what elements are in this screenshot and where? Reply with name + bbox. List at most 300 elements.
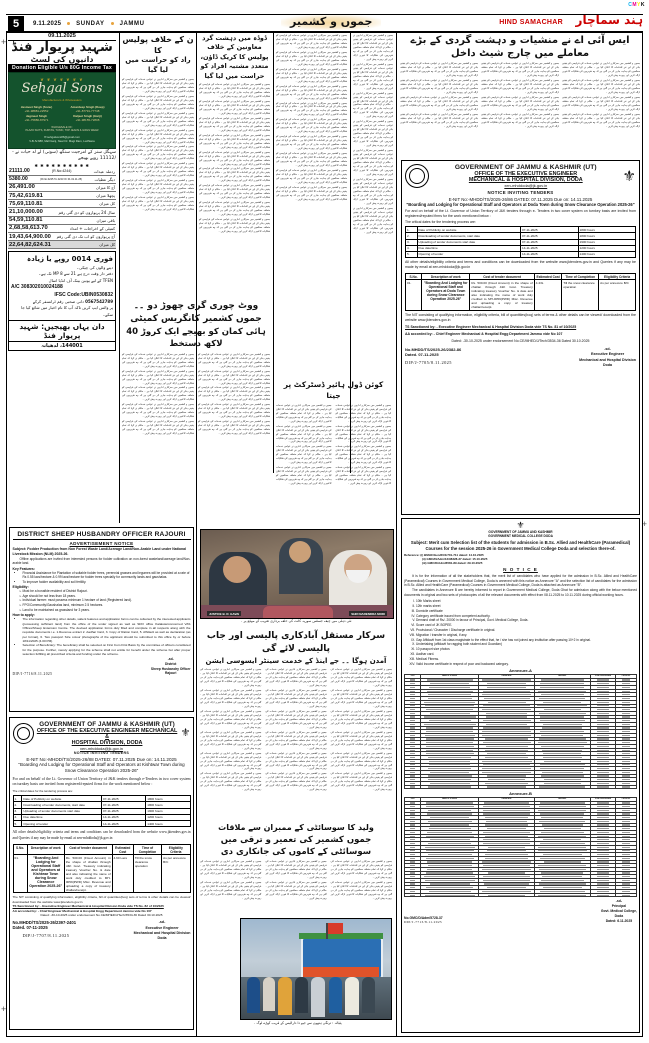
urdu-para: جموں و کشمیر میں سرکاری اداروں نے عوامی خدمات کی فراہمی کو یقینی بنانے کے لیے نئے اقدامات کا اعلان کیا ہے ۔ حکام نے کہا کہ تمام متعلقہ محکموں کو ہدایت جاری کر دی گئی ہے کہ وہ شہریوں کی شکایات کا فوری ازالہ کریں اور رپورٹ پیش کریں ۔ [400, 62, 478, 77]
ad-contact-2-name: Jagmeet Singh [25, 113, 48, 118]
registration-mark-left: + [1, 37, 7, 47]
list-item: • To improve fodder availability and soil fertility. [23, 580, 191, 584]
list-item: ➢ Age should be not less than 18 years. [23, 594, 191, 599]
doda-aa: AA accorded by: - Chief Engineer Mechanical & Hospital Engg Department Jammu vide No 107 [405, 331, 563, 336]
donation-amount: 22,64,82,624.31 [9, 241, 51, 248]
headline-1: ن کے خلاف پولیس کا [122, 35, 194, 56]
urdu-para: جموں و کشمیر میں سرکاری اداروں نے عوامی خدمات کی فراہمی کو یقینی بنانے کے لیے نئے اقدامات کا اعلان کیا ہے ۔ حکام نے کہا کہ تمام متعلقہ محکموں کو ہدایت جاری کر دی گئی ہے کہ وہ شہریوں کی شکایات کا فوری ازالہ کریں اور رپورٹ پیش کریں ۔ [562, 78, 640, 94]
urdu-para: جموں و کشمیر میں سرکاری اداروں نے عوامی خدمات کی فراہمی کو یقینی بنانے کے لیے نئے اقدامات کا اعلان کیا ہے ۔ حکام نے کہا کہ تمام متعلقہ محکموں کو ہدایت جاری کر دی گئی ہے کہ وہ شہریوں کی شکایات کا فوری ازالہ کریں اور رپورٹ پیش کریں ۔ [353, 206, 393, 234]
kish-subject: "Boarding And Lodging for Operational Staff and Operators at Kishtwar Town during Snow Clearance Operation 2025-26" [18, 761, 185, 774]
list-item: II. 12th marks sheet [416, 604, 637, 609]
sehgal-sons-ad [8, 72, 116, 148]
urdu-para: جموں و کشمیر میں سرکاری اداروں نے عوامی خدمات کی فراہمی کو یقینی بنانے کے لیے نئے اقدامات کا اعلان کیا ہے ۔ حکام نے کہا کہ تمام متعلقہ محکموں کو ہدایت جاری کر دی گئی ہے کہ وہ شہریوں کی شکایات کا فوری ازالہ کریں اور رپورٹ پیش کریں ۔ [481, 78, 559, 94]
cmyk-y: Y [637, 2, 641, 8]
tender-notice-doda [401, 160, 640, 515]
sheep-notice-title: ADVERTISEMENT NOTICE [69, 541, 134, 546]
th-sno: S.No. [406, 274, 422, 280]
merit-cell [479, 893, 535, 897]
urdu-para: جموں و کشمیر میں سرکاری اداروں نے عوامی خدمات کی فراہمی کو یقینی بنانے کے لیے نئے اقدامات کا اعلان کیا ہے ۔ حکام نے کہا کہ تمام متعلقہ محکموں کو ہدایت جاری کر دی گئی ہے کہ وہ شہریوں کی شکایات کا فوری ازالہ کریں اور رپورٹ پیش کریں ۔ [330, 709, 392, 729]
list-item: • Selection of Beneficiary: The beneficiary shall be selected on First Cum First Basis by the committee of officers constituted for the purpose. Further, merely applying for the scheme shall not entitle for benefit under the scheme but after proper selection fulfilling all prescribed criteria and funding under the scheme. [23, 643, 191, 656]
urdu-para: جموں و کشمیر میں سرکاری اداروں نے عوامی خدمات کی فراہمی کو یقینی بنانے کے لیے نئے اقدامات کا اعلان کیا ہے ۔ حکام نے کہا کہ تمام متعلقہ محکموں کو ہدایت جاری کر دی گئی ہے کہ وہ شہریوں کی شکایات کا فوری ازالہ کریں اور رپورٹ پیش کریں ۔ [276, 67, 347, 83]
urdu-para: جموں و کشمیر میں سرکاری اداروں نے عوامی خدمات کی فراہمی کو یقینی بنانے کے لیے نئے اقدامات کا اعلان کیا ہے ۔ حکام نے کہا کہ تمام متعلقہ محکموں کو ہدایت جاری کر دی گئی ہے کہ وہ شہریوں کی شکایات کا فوری ازالہ کریں اور رپورٹ پیش کریں ۔ [265, 751, 327, 771]
cell-date: 07-11-2025 [101, 802, 145, 808]
ad-wholesale-items: PLAZO SUITS, KURTAS, TUNIC, TOP JEANS & GIRLS WEAR [25, 129, 99, 133]
urdu-para: جموں و کشمیر میں سرکاری اداروں نے عوامی خدمات کی فراہمی کو یقینی بنانے کے لیے نئے اقدامات کا اعلان کیا ہے ۔ حکام نے کہا کہ تمام متعلقہ محکموں کو ہدایت جاری کر دی گئی ہے کہ وہ شہریوں کی شکایات کا فوری ازالہ کریں اور رپورٹ پیش کریں ۔ [400, 112, 478, 128]
urdu-para: جموں و کشمیر میں سرکاری اداروں نے عوامی خدمات کی فراہمی کو یقینی بنانے کے لیے نئے اقدامات کا اعلان کیا ہے ۔ حکام نے کہا کہ تمام متعلقہ محکموں کو ہدایت جاری کر دی گئی ہے کہ وہ شہریوں کی شکایات کا فوری ازالہ کریں اور رپورٹ پیش کریں ۔ [122, 77, 194, 93]
th-address: ADDRESS [534, 675, 590, 678]
doda-intro: For and on behalf of the Lt. Governor of Union Territory of J&K tenders through e- Tenders in two cover system on turnkey basis are invited from registered/reputed firms for the work mentioned below : [405, 209, 636, 219]
table-row [13, 821, 190, 827]
doda-nit-label: NOTICE INVITING TENDERS [487, 190, 554, 195]
ad-contacts [11, 105, 113, 123]
urdu-body-2 [199, 83, 270, 234]
bank-ac-number: 308302010024188 [21, 283, 63, 290]
urdu-body-m2 [198, 353, 270, 437]
urdu-para: جموں و کشمیر میں سرکاری اداروں نے عوامی خدمات کی فراہمی کو یقینی بنانے کے لیے نئے اقدامات کا اعلان کیا ہے ۔ حکام نے کہا کہ تمام متعلقہ محکموں کو ہدایت جاری کر دی گئی ہے کہ وہ شہریوں کی شکایات کا فوری ازالہ کریں اور رپورٹ پیش کریں ۔ [330, 689, 392, 708]
merit-list-table-b [404, 797, 637, 897]
donation-amount: 54,59,110.81 [9, 217, 43, 224]
doda-nit-note: The NIT consisting of qualifying information, eligibility criteria, bill of quantities(boq) sets of terms & other details can be viewed/ downloaded from the website www.jktenders.gov.in [405, 312, 636, 322]
masthead-date: 9.11.2025 [33, 20, 62, 27]
column-rule-6 [196, 523, 197, 1036]
ad-address: V-B-IV-688, Mall Ganj, Near Dr. Magi Ram, Ludhiana [29, 138, 95, 143]
urdu-para: جموں و کشمیر میں سرکاری اداروں نے عوامی خدمات کی فراہمی کو یقینی بنانے کے لیے نئے اقدامات کا اعلان کیا ہے ۔ حکام نے کہا کہ تمام متعلقہ محکموں کو ہدایت جاری کر دی گئی ہے کہ وہ شہریوں کی شکایات کا فوری ازالہ کریں اور رپورٹ پیش کریں ۔ [562, 62, 640, 77]
kish-enit: E-NIT No:-MHDD/TS/2025-26/88 DATED: 07.11.2025 Due on: 14.11.2025 [26, 756, 177, 762]
urdu-para: جموں و کشمیر میں سرکاری اداروں نے عوامی خدمات کی فراہمی کو یقینی بنانے کے لیے نئے اقدامات کا اعلان کیا ہے ۔ حکام نے کہا کہ تمام متعلقہ محکموں کو ہدایت جاری کر دی گئی ہے کہ وہ شہریوں کی شکایات کا فوری ازالہ کریں اور رپورٹ پیش کریں ۔ [353, 91, 393, 119]
urdu-para: جموں و کشمیر میں سرکاری اداروں نے عوامی خدمات کی فراہمی کو یقینی بنانے کے لیے نئے اقدامات کا اعلان کیا ہے ۔ حکام نے کہا کہ تمام متعلقہ محکموں کو ہدایت جاری کر دی گئی ہے کہ وہ شہریوں کی شکایات کا فوری ازالہ کریں اور رپورٹ پیش کریں ۔ [275, 424, 332, 444]
table-header-row [13, 844, 190, 854]
urdu-para: جموں و کشمیر میں سرکاری اداروں نے عوامی خدمات کی فراہمی کو یقینی بنانے کے لیے نئے اقدامات کا اعلان کیا ہے ۔ حکام نے کہا کہ تمام متعلقہ محکموں کو ہدایت جاری کر دی گئی ہے کہ وہ شہریوں کی شکایات کا فوری ازالہ کریں اور رپورٹ پیش کریں ۔ [275, 466, 332, 486]
table-row [405, 893, 637, 897]
urdu-para: جموں و کشمیر میں سرکاری اداروں نے عوامی خدمات کی فراہمی کو یقینی بنانے کے لیے نئے اقدامات کا اعلان کیا ہے ۔ حکام نے کہا کہ تمام متعلقہ محکموں کو ہدایت جاری کر دی گئی ہے کہ وہ شہریوں کی شکایات کا فوری ازالہ کریں اور رپورٹ پیش کریں ۔ [335, 403, 391, 423]
urdu-para: جموں و کشمیر میں سرکاری اداروں نے عوامی خدمات کی فراہمی کو یقینی بنانے کے لیے نئے اقدامات کا اعلان کیا ہے ۔ حکام نے کہا کہ تمام متعلقہ محکموں کو ہدایت جاری کر دی گئی ہے کہ وہ شہریوں کی شکایات کا فوری ازالہ کریں اور رپورٹ پیش کریں ۔ [330, 772, 392, 792]
donation-ref: (R.No:4225 To 4243 Or 01.01.11.25) [40, 177, 83, 181]
kish-sign-3: Doda [157, 936, 167, 941]
cell-date: 14-11-2025 [521, 251, 579, 257]
sheep-subject-label: Subject: [12, 547, 27, 551]
bank-ifsc-label: IFSC Code: [54, 291, 82, 298]
headline-6: ہائی کمان کو بھیجے ایک کروڑ 40 لاکھ دستخط [126, 327, 266, 350]
th-time: Time of Completion [133, 844, 161, 854]
th-category: CATEGORY [616, 798, 637, 801]
urdu-para: جموں و کشمیر میں سرکاری اداروں نے عوامی خدمات کی فراہمی کو یقینی بنانے کے لیے نئے اقدامات کا اعلان کیا ہے ۔ حکام نے کہا کہ تمام متعلقہ محکموں کو ہدایت جاری کر دی گئی ہے کہ وہ شہریوں کی شکایات کا فوری ازالہ کریں اور رپورٹ پیش کریں ۔ [330, 751, 392, 771]
sheep-key-features-label: Key Features: [12, 566, 35, 571]
th-sno: S.NO [405, 675, 421, 678]
cell-time: Till the snow clearance operation [562, 280, 599, 310]
ad-wholesale [11, 126, 113, 133]
ad-contact-1-phone: +91-87791-77748 [75, 109, 100, 114]
kish-sign-1: Executive Engineer [145, 925, 179, 930]
urdu-lower-block [200, 630, 392, 793]
urdu-para: جموں و کشمیر میں سرکاری اداروں نے عوامی خدمات کی فراہمی کو یقینی بنانے کے لیے نئے اقدامات کا اعلان کیا ہے ۔ حکام نے کہا کہ تمام متعلقہ محکموں کو ہدایت جاری کر دی گئی ہے کہ وہ شہریوں کی شکایات کا فوری ازالہ کریں اور رپورٹ پیش کریں ۔ [122, 352, 194, 368]
th-description: Description of work [422, 274, 470, 280]
urdu-para: جموں و کشمیر میں سرکاری اداروں نے عوامی خدمات کی فراہمی کو یقینی بنانے کے لیے نئے اقدامات کا اعلان کیا ہے ۔ حکام نے کہا کہ تمام متعلقہ محکموں کو ہدایت جاری کر دی گئی ہے کہ وہ شہریوں کی شکایات کا فوری ازالہ کریں اور رپورٹ پیش کریں ۔ [562, 112, 640, 128]
list-item: ➢ Land to be maintained as grassland for 3 years. [23, 608, 191, 613]
kish-critical-dates-table [13, 795, 191, 827]
donation-ref: (R.No:4244) [51, 169, 72, 174]
merit-list-body-a [405, 678, 637, 789]
sheep-howto-label: How to apply: [12, 613, 35, 618]
ad-contact-0-phone: +91-98881-22552 [24, 109, 49, 114]
cell-sno: 5. [406, 251, 418, 257]
kish-dated: Dated. 07-11-2025 [12, 925, 48, 931]
merit-cell [616, 893, 637, 897]
donation-amount: 21,10,000.00 [9, 209, 43, 216]
cell-desc: Downloading of tender documents, start date [417, 233, 521, 239]
cell-date: 14-11-2025 [521, 245, 579, 251]
annexure-a-label: Annexure-A [509, 668, 532, 674]
cmyk-marks [628, 2, 645, 8]
registration-mark-bottom: + [1, 1004, 7, 1014]
doda-email[interactable]: xen-mhddoda@jk.gov.in [504, 183, 548, 188]
kish-office-2: HOSPITAL DIVISION, DODA [71, 739, 143, 746]
th-eligibility: Eligibility Criteria [599, 274, 636, 280]
cell-eligibility: As per annexure B/C [162, 855, 190, 893]
urdu-para: جموں و کشمیر میں سرکاری اداروں نے عوامی خدمات کی فراہمی کو یقینی بنانے کے لیے نئے اقدامات کا اعلان کیا ہے ۔ حکام نے کہا کہ تمام متعلقہ محکموں کو ہدایت جاری کر دی گئی ہے کہ وہ شہریوں کی شکایات کا فوری ازالہ کریں اور رپورٹ پیش کریں ۔ [330, 730, 392, 750]
list-item: IV. Category certificate issued from competent authority. [416, 614, 637, 619]
urdu-para: جموں و کشمیر میں سرکاری اداروں نے عوامی خدمات کی فراہمی کو یقینی بنانے کے لیے نئے اقدامات کا اعلان کیا ہے ۔ حکام نے کہا کہ تمام متعلقہ محکموں کو ہدایت جاری کر دی گئی ہے کہ وہ شہریوں کی شکایات کا فوری ازالہ کریں اور رپورٹ پیش کریں ۔ [353, 34, 393, 61]
headline-11: جموں کشمیر کی تعمیر و ترقی میں سوسائٹی کے کاموں کی جانکاری دی [220, 834, 372, 857]
urdu-para: جموں و کشمیر میں سرکاری اداروں نے عوامی خدمات کی فراہمی کو یقینی بنانے کے لیے نئے اقدامات کا اعلان کیا ہے ۔ حکام نے کہا کہ تمام متعلقہ محکموں کو ہدایت جاری کر دی گئی ہے کہ وہ شہریوں کی شکایات کا فوری ازالہ کریں اور رپورٹ پیش کریں ۔ [276, 34, 347, 49]
cell-date: 07-11-2025 [521, 233, 579, 239]
urdu-para: جموں و کشمیر میں سرکاری اداروں نے عوامی خدمات کی فراہمی کو یقینی بنانے کے لیے نئے اقدامات کا اعلان کیا ہے ۔ حکام نے کہا کہ تمام متعلقہ محکموں کو ہدایت جاری کر دی گئی ہے کہ وہ شہریوں کی شکایات کا فوری ازالہ کریں اور رپورٹ پیش کریں ۔ [122, 196, 194, 211]
th-category: CATEGORY [616, 675, 637, 678]
urdu-para: جموں و کشمیر میں سرکاری اداروں نے عوامی خدمات کی فراہمی کو یقینی بنانے کے لیے نئے اقدامات کا اعلان کیا ہے ۔ حکام نے کہا کہ تمام متعلقہ محکموں کو ہدایت جاری کر دی گئی ہے کہ وہ شہریوں کی شکایات کا فوری ازالہ کریں اور رپورٹ پیش کریں ۔ [335, 424, 391, 444]
photo-caption-left: JUSTICE B. R. GAVAI [209, 611, 240, 616]
urdu-para: جموں و کشمیر میں سرکاری اداروں نے عوامی خدمات کی فراہمی کو یقینی بنانے کے لیے نئے اقدامات کا اعلان کیا ہے ۔ حکام نے کہا کہ تمام متعلقہ محکموں کو ہدایت جاری کر دی گئی ہے کہ وہ شہریوں کی شکایات کا فوری ازالہ کریں اور رپورٹ پیش کریں ۔ [330, 860, 392, 880]
urdu-col4 [276, 34, 347, 203]
doda-dated: Dated. 07-11-2025 [405, 351, 439, 357]
column-rule-3 [273, 33, 274, 473]
th-time: Time of Completion [562, 274, 599, 280]
gmc-ref-0: (i) BMHC/Gen/20/1/701-711 dated: 14.10.2025 [420, 552, 484, 557]
urdu-para: جموں و کشمیر میں سرکاری اداروں نے عوامی خدمات کی فراہمی کو یقینی بنانے کے لیے نئے اقدامات کا اعلان کیا ہے ۔ حکام نے کہا کہ تمام متعلقہ محکموں کو ہدایت جاری کر دی گئی ہے کہ وہ شہریوں کی شکایات کا فوری ازالہ کریں اور رپورٹ پیش کریں ۔ [198, 352, 270, 368]
page-number: 5 [8, 16, 24, 31]
headline-7: کوئن ڈول ہائیر ڈسٹرکٹ پر جیتا [283, 380, 384, 400]
cell-sno: 01. [13, 855, 27, 893]
urdu-col5 [353, 34, 393, 235]
cell-time: 1200 hours [578, 245, 636, 251]
urdu-para: جموں و کشمیر میں سرکاری اداروں نے عوامی خدمات کی فراہمی کو یقینی بنانے کے لیے نئے اقدامات کا اعلان کیا ہے ۔ حکام نے کہا کہ تمام متعلقہ محکموں کو ہدایت جاری کر دی گئی ہے کہ وہ شہریوں کی شکایات کا فوری ازالہ کریں اور رپورٹ پیش کریں ۔ [199, 99, 270, 115]
gmc-ref-1: (ii) GMC/D/Adm/123/8328-37 dated: 15.10.2025 [422, 556, 488, 561]
th-sno: S.No. [13, 844, 27, 854]
cmyk-k: K [640, 2, 645, 8]
column-rule-5 [396, 33, 397, 1036]
th-parentage: PARENTAGE [479, 798, 535, 801]
kish-work-table [13, 844, 191, 893]
bank-details-box [8, 251, 116, 320]
doda-sign-2: Mechanical and Hospital Division [579, 357, 636, 362]
gmc-subject-label: Subject: [410, 540, 428, 545]
urdu-para: جموں و کشمیر میں سرکاری اداروں نے عوامی خدمات کی فراہمی کو یقینی بنانے کے لیے نئے اقدامات کا اعلان کیا ہے ۔ حکام نے کہا کہ تمام متعلقہ محکموں کو ہدایت جاری کر دی گئی ہے کہ وہ شہریوں کی شکایات کا فوری ازالہ کریں اور رپورٹ پیش کریں ۔ [276, 152, 347, 168]
cell-time: 1200 hours [146, 814, 190, 820]
list-item: • The information regarding other details, salient features and application forms can be collected by the interested applicants (possessing sufficient land) from the office of the under signed as well as SDO office Kalakote/concerned VAS Offices/Sheep Extension Centre. The devised application forms duly filled and complete in all respects along with the requisite documents i.e. 1.Revenue extract 2. Aadhar Card, 3. Copy of Ration Card, 5. Affidavit as well as declaration (as per format), 6. Two passport Size colour photographs of the applicant should be submitted to this office by or before 18/11/2025 (4.00 PM). [23, 617, 191, 643]
gmc-file-no: No.GMC/D/Adm/5728-37 [404, 916, 443, 921]
urdu-para: جموں و کشمیر میں سرکاری اداروں نے عوامی خدمات کی فراہمی کو یقینی بنانے کے لیے نئے اقدامات کا اعلان کیا ہے ۔ حکام نے کہا کہ تمام متعلقہ محکموں کو ہدایت جاری کر دی گئی ہے کہ وہ شہریوں کی شکایات کا فوری ازالہ کریں اور رپورٹ پیش کریں ۔ [276, 84, 347, 100]
cell-sno: 1. [406, 227, 418, 233]
cell-desc: Uploading of tender documents start date [417, 239, 521, 245]
list-item: III. Domicile certificate [416, 609, 637, 614]
urdu-para: جموں و کشمیر میں سرکاری اداروں نے عوامی خدمات کی فراہمی کو یقینی بنانے کے لیے نئے اقدامات کا اعلان کیا ہے ۔ حکام نے کہا کہ تمام متعلقہ محکموں کو ہدایت جاری کر دی گئی ہے کہ وہ شہریوں کی شکایات کا فوری ازالہ کریں اور رپورٹ پیش کریں ۔ [276, 50, 347, 66]
urdu-para: جموں و کشمیر میں سرکاری اداروں نے عوامی خدمات کی فراہمی کو یقینی بنانے کے لیے نئے اقدامات کا اعلان کیا ہے ۔ حکام نے کہا کہ تمام متعلقہ محکموں کو ہدایت جاری کر دی گئی ہے کہ وہ شہریوں کی شکایات کا فوری ازالہ کریں اور رپورٹ پیش کریں ۔ [400, 95, 478, 111]
bank-ifsc-code: UBIN0530832 [81, 291, 113, 298]
bank-ac-label: A/C [11, 283, 20, 290]
urdu-para: جموں و کشمیر میں سرکاری اداروں نے عوامی خدمات کی فراہمی کو یقینی بنانے کے لیے نئے اقدامات کا اعلان کیا ہے ۔ حکام نے کہا کہ تمام متعلقہ محکموں کو ہدایت جاری کر دی گئی ہے کہ وہ شہریوں کی شکایات کا فوری ازالہ کریں اور رپورٹ پیش کریں ۔ [265, 709, 327, 729]
cell-date: 07-11-2025 [101, 796, 145, 802]
donation-label: باقی میزان [96, 217, 115, 223]
merit-cell [590, 785, 616, 789]
doda-work-table [405, 273, 636, 310]
urdu-body-3 [276, 34, 347, 202]
donation-label: دیگر عطیات [94, 176, 115, 182]
urdu-para: جموں و کشمیر میں سرکاری اداروں نے عوامی خدمات کی فراہمی کو یقینی بنانے کے لیے نئے اقدامات کا اعلان کیا ہے ۔ حکام نے کہا کہ تمام متعلقہ محکموں کو ہدایت جاری کر دی گئی ہے کہ وہ شہریوں کی شکایات کا فوری ازالہ کریں اور رپورٹ پیش کریں ۔ [200, 730, 262, 750]
ad-footer: ✉ sehgalsons86@gmail.com V-B-IV-688, Mall Ganj, Near Dr. Magi Ram, Ludhiana [29, 134, 95, 143]
urdu-para: جموں و کشمیر میں سرکاری اداروں نے عوامی خدمات کی فراہمی کو یقینی بنانے کے لیے نئے اقدامات کا اعلان کیا ہے ۔ حکام نے کہا کہ تمام متعلقہ محکموں کو ہدایت جاری کر دی گئی ہے کہ وہ شہریوں کی شکایات کا فوری ازالہ کریں اور رپورٹ پیش کریں ۔ [199, 201, 270, 217]
cell-description: "Boarding And Lodging for Operational Staff and Operators at Kishtwar Town during Snow Clearance Operation 2025-26" [27, 855, 64, 893]
tender-notice-kishtwar [9, 717, 194, 1030]
urdu-para: جموں و کشمیر میں سرکاری اداروں نے عوامی خدمات کی فراہمی کو یقینی بنانے کے لیے نئے اقدامات کا اعلان کیا ہے ۔ حکام نے کہا کہ تمام متعلقہ محکموں کو ہدایت جاری کر دی گئی ہے کہ وہ شہریوں کی شکایات کا فوری ازالہ کریں اور رپورٹ پیش کریں ۔ [200, 881, 262, 900]
doda-govt-title: GOVERNMENT OF JAMMU & KASHMIR (UT) [454, 164, 597, 171]
cell-time: 1800 hours [578, 233, 636, 239]
kish-critical-label: The critical dates for the tendering process are: [12, 789, 73, 794]
ad-ornament-top: ❦ ❦ ❦ ❦ ❦ ❦ ❦ [40, 77, 84, 83]
th-eligibility: Eligibility Criteria [162, 844, 190, 854]
urdu-body-l3 [331, 668, 392, 793]
cell-time: Till the snow clearance operation [133, 855, 161, 893]
th-cost-doc: Cost of tender document [64, 844, 112, 854]
donation-label: کمیٹی کے اخراجات + امداد [69, 225, 115, 231]
donation-row [8, 176, 116, 184]
list-item: XIV. Valid Income certificate in respect of poor and backward category. [416, 662, 637, 667]
gmc-dip: DIP/J-7713/8.11.2025 [404, 920, 443, 925]
ad-tagline: Manufacturers & Wholesalers [42, 97, 82, 102]
urdu-para: جموں و کشمیر میں سرکاری اداروں نے عوامی خدمات کی فراہمی کو یقینی بنانے کے لیے نئے اقدامات کا اعلان کیا ہے ۔ حکام نے کہا کہ تمام متعلقہ محکموں کو ہدایت جاری کر دی گئی ہے کہ وہ شہریوں کی شکایات کا فوری ازالہ کریں اور رپورٹ پیش کریں ۔ [400, 78, 478, 94]
kish-file-no: No.MHDD/TS/2025-26/2397-2401 [12, 920, 77, 926]
cell-time: 1400 hours [578, 251, 636, 257]
urdu-para: جموں و کشمیر میں سرکاری اداروں نے عوامی خدمات کی فراہمی کو یقینی بنانے کے لیے نئے اقدامات کا اعلان کیا ہے ۔ حکام نے کہا کہ تمام متعلقہ محکموں کو ہدایت جاری کر دی گئی ہے کہ وہ شہریوں کی شکایات کا فوری ازالہ کریں اور رپورٹ پیش کریں ۔ [335, 445, 391, 465]
cell-desc: Date of Publicity on website [417, 227, 521, 233]
ad-contact-3-name: Daljeet Singh (Harji) [73, 113, 102, 118]
urdu-para: جموں و کشمیر میں سرکاری اداروں نے عوامی خدمات کی فراہمی کو یقینی بنانے کے لیے نئے اقدامات کا اعلان کیا ہے ۔ حکام نے کہا کہ تمام متعلقہ محکموں کو ہدایت جاری کر دی گئی ہے کہ وہ شہریوں کی شکایات کا فوری ازالہ کریں اور رپورٹ پیش کریں ۔ [199, 116, 270, 132]
bank-whatsapp-text: دانی صحبی رقم ٹرانسفر کرکے [32, 299, 84, 305]
ad-email: sehgalsons86@gmail.com [47, 134, 80, 139]
column-rule-1 [119, 33, 120, 523]
cell-time: 1900 hours [146, 808, 190, 814]
urdu-para: جموں و کشمیر میں سرکاری اداروں نے عوامی خدمات کی فراہمی کو یقینی بنانے کے لیے نئے اقدامات کا اعلان کیا ہے ۔ حکام نے کہا کہ تمام متعلقہ محکموں کو ہدایت جاری کر دی گئی ہے کہ وہ شہریوں کی شکایات کا فوری ازالہ کریں اور رپورٹ پیش کریں ۔ [200, 860, 262, 880]
ad-contact-0-name: Jasmeet Singh (Sonu) [20, 104, 53, 109]
urdu-body-m1 [122, 353, 194, 437]
urdu-para: جموں و کشمیر میں سرکاری اداروں نے عوامی خدمات کی فراہمی کو یقینی بنانے کے لیے نئے اقدامات کا اعلان کیا ہے ۔ حکام نے کہا کہ تمام متعلقہ محکموں کو ہدایت جاری کر دی گئی ہے کہ وہ شہریوں کی شکایات کا فوری ازالہ کریں اور رپورٹ پیش کریں ۔ [265, 860, 327, 880]
urdu-para: جموں و کشمیر میں سرکاری اداروں نے عوامی خدمات کی فراہمی کو یقینی بنانے کے لیے نئے اقدامات کا اعلان کیا ہے ۔ حکام نے کہا کہ تمام متعلقہ محکموں کو ہدایت جاری کر دی گئی ہے کہ وہ شہریوں کی شکایات کا فوری ازالہ کریں اور رپورٹ پیش کریں ۔ [353, 177, 393, 205]
list-item: ➢ Individual farmer: must possess minimum 1 hectare of land (Registered land). [23, 598, 191, 603]
doda-sign-0: -sd- [604, 346, 611, 351]
masthead-city: JAMMU [119, 20, 145, 27]
doda-ts: TS Sanctioned by: - Executive Engineer Mechanical & Hospital Division Doda vide TS No. 81 of 10/2025 [405, 324, 577, 329]
donor-note: سہگل سنز کے امرجیت سنگھ (سونی) لے لد حیات نے - /21111 روپے بھیجے [12, 149, 116, 162]
urdu-body-b1 [200, 860, 261, 902]
cell-time: 1900 hours [578, 239, 636, 245]
cell-date: 07-11-2025 [101, 808, 145, 814]
bank-line-1: دینے والوں کی چیکی۔ [76, 265, 113, 271]
sheep-sign-1: District [165, 661, 177, 666]
urdu-para: جموں و کشمیر میں سرکاری اداروں نے عوامی خدمات کی فراہمی کو یقینی بنانے کے لیے نئے اقدامات کا اعلان کیا ہے ۔ حکام نے کہا کہ تمام متعلقہ محکموں کو ہدایت جاری کر دی گئی ہے کہ وہ شہریوں کی شکایات کا فوری ازالہ کریں اور رپورٹ پیش کریں ۔ [276, 169, 347, 184]
donation-row [8, 200, 116, 208]
merit-cell [421, 785, 479, 789]
ad-wholesale-title: WHOLESALE OF: [51, 125, 73, 129]
urdu-headline-col3 [199, 34, 270, 235]
kish-aa-date: Dated: -30-10-2025 under endorsement No.CE/MHED/J/Tech/3534-36 Dated 30.10.2025 [40, 913, 163, 918]
merit-cell [590, 893, 616, 897]
gmc-notice-label: N O T I C E [503, 566, 538, 572]
urdu-body-m3 [276, 404, 332, 487]
masthead-urdu-title: جموں و کشمیر [290, 15, 373, 28]
donation-label: آج پریواروں کو اب تک دی گئی رقم [56, 234, 115, 240]
doda-office-1: OFFICE OF THE EXECUTIVE ENGINEER [474, 171, 578, 177]
cell-sno: 4. [406, 245, 418, 251]
urdu-mid-block-2 [276, 380, 391, 487]
th-address: ADDRESS [534, 798, 590, 801]
urdu-para: جموں و کشمیر میں سرکاری اداروں نے عوامی خدمات کی فراہمی کو یقینی بنانے کے لیے نئے اقدامات کا اعلان کیا ہے ۔ حکام نے کہا کہ تمام متعلقہ محکموں کو ہدایت جاری کر دی گئی ہے کہ وہ شہریوں کی شکایات کا فوری ازالہ کریں اور رپورٹ پیش کریں ۔ [122, 369, 194, 385]
doda-download-note: All other details/eligibility criteria and terms and conditions can be downloaded from the website www.jktenders.gov.in and Queries if any may be made by email at xen-mhddoda@jk.gov.in [405, 260, 636, 270]
cell-sno: 5. [13, 821, 22, 827]
ad-contact-0 [11, 105, 62, 114]
cell-desc: Downloading of tender documents, start date [22, 802, 102, 808]
table-row [13, 855, 190, 893]
fund-footer-2: 144001، لدھیانہ [8, 342, 116, 351]
doda-aa-date: Dated: -30-10-2025 under endorsement No.CE/MHED/J/Tech/3534-36 Dated 30.10.2025 [451, 338, 590, 343]
ad-contact-3-phone: +91-98155-72808 [75, 118, 100, 123]
merit-cell [405, 785, 421, 789]
gmc-reference-label: Reference: [404, 552, 420, 557]
urdu-headline-right [400, 34, 640, 130]
urdu-para: جموں و کشمیر میں سرکاری اداروں نے عوامی خدمات کی فراہمی کو یقینی بنانے کے لیے نئے اقدامات کا اعلان کیا ہے ۔ حکام نے کہا کہ تمام متعلقہ محکموں کو ہدایت جاری کر دی گئی ہے کہ وہ شہریوں کی شکایات کا فوری ازالہ کریں اور رپورٹ پیش کریں ۔ [481, 112, 559, 128]
urdu-para: جموں و کشمیر میں سرکاری اداروں نے عوامی خدمات کی فراہمی کو یقینی بنانے کے لیے نئے اقدامات کا اعلان کیا ہے ۔ حکام نے کہا کہ تمام متعلقہ محکموں کو ہدایت جاری کر دی گئی ہے کہ وہ شہریوں کی شکایات کا فوری ازالہ کریں اور رپورٹ پیش کریں ۔ [276, 101, 347, 117]
urdu-para: جموں و کشمیر میں سرکاری اداروں نے عوامی خدمات کی فراہمی کو یقینی بنانے کے لیے نئے اقدامات کا اعلان کیا ہے ۔ حکام نے کہا کہ تمام متعلقہ محکموں کو ہدایت جاری کر دی گئی ہے کہ وہ شہریوں کی شکایات کا فوری ازالہ کریں اور رپورٹ پیش کریں ۔ [122, 94, 194, 110]
doda-sign-1: Executive Engineer [590, 352, 625, 357]
donation-row [8, 225, 116, 233]
list-item: X. Undertaking (affidavit for ragging both student and Guardian) [416, 642, 637, 647]
merit-cell [479, 785, 535, 789]
urdu-para: جموں و کشمیر میں سرکاری اداروں نے عوامی خدمات کی فراہمی کو یقینی بنانے کے لیے نئے اقدامات کا اعلان کیا ہے ۔ حکام نے کہا کہ تمام متعلقہ محکموں کو ہدایت جاری کر دی گئی ہے کہ وہ شہریوں کی شکایات کا فوری ازالہ کریں اور رپورٹ پیش کریں ۔ [122, 162, 194, 178]
merit-cell [421, 893, 479, 897]
cell-date: 07-11-2025 [521, 239, 579, 245]
urdu-body-r3 [562, 62, 640, 130]
urdu-bottom-block [200, 822, 392, 902]
kish-nit-label: NOTICE INVITING TENDERS [73, 750, 130, 755]
urdu-para: جموں و کشمیر میں سرکاری اداروں نے عوامی خدمات کی فراہمی کو یقینی بنانے کے لیے نئے اقدامات کا اعلان کیا ہے ۔ حکام نے کہا کہ تمام متعلقہ محکموں کو ہدایت جاری کر دی گئی ہے کہ وہ شہریوں کی شکایات کا فوری ازالہ کریں اور رپورٹ پیش کریں ۔ [122, 128, 194, 144]
doda-critical-dates-table [405, 226, 636, 258]
doda-critical-label: The critical dates for the tendering process are: [405, 220, 476, 225]
donation-row [8, 168, 116, 176]
urdu-para: جموں و کشمیر میں سرکاری اداروں نے عوامی خدمات کی فراہمی کو یقینی بنانے کے لیے نئے اقدامات کا اعلان کیا ہے ۔ حکام نے کہا کہ تمام متعلقہ محکموں کو ہدایت جاری کر دی گئی ہے کہ وہ شہریوں کی شکایات کا فوری ازالہ کریں اور رپورٹ پیش کریں ۔ [276, 185, 347, 201]
th-name: NAME OF STUDENT [421, 675, 479, 678]
donation-row [8, 233, 116, 241]
urdu-mid-block [122, 300, 270, 437]
urdu-para: جموں و کشمیر میں سرکاری اداروں نے عوامی خدمات کی فراہمی کو یقینی بنانے کے لیے نئے اقدامات کا اعلان کیا ہے ۔ حکام نے کہا کہ تمام متعلقہ محکموں کو ہدایت جاری کر دی گئی ہے کہ وہ شہریوں کی شکایات کا فوری ازالہ کریں اور رپورٹ پیش کریں ۔ [330, 881, 392, 900]
cell-sno: 4. [13, 814, 22, 820]
urdu-para: جموں و کشمیر میں سرکاری اداروں نے عوامی خدمات کی فراہمی کو یقینی بنانے کے لیے نئے اقدامات کا اعلان کیا ہے ۔ حکام نے کہا کہ تمام متعلقہ محکموں کو ہدایت جاری کر دی گئی ہے کہ وہ شہریوں کی شکایات کا فوری ازالہ کریں اور رپورٹ پیش کریں ۔ [200, 689, 262, 708]
list-item: IX. Gap Affidavit from 1st class magistrate to the effect that, he / she has not joined any institution after passing 10+2 in original. [416, 638, 637, 643]
cell-est-cost: 4.43L [534, 280, 562, 310]
kish-sign-2: Mechanical and Hospital Division [133, 931, 191, 936]
cmyk-c: C [628, 2, 633, 8]
urdu-para: جموں و کشمیر میں سرکاری اداروں نے عوامی خدمات کی فراہمی کو یقینی بنانے کے لیے نئے اقدامات کا اعلان کیا ہے ۔ حکام نے کہا کہ تمام متعلقہ محکموں کو ہدایت جاری کر دی گئی ہے کہ وہ شہریوں کی شکایات کا فوری ازالہ کریں اور رپورٹ پیش کریں ۔ [265, 668, 327, 688]
urdu-para: جموں و کشمیر میں سرکاری اداروں نے عوامی خدمات کی فراہمی کو یقینی بنانے کے لیے نئے اقدامات کا اعلان کیا ہے ۔ حکام نے کہا کہ تمام متعلقہ محکموں کو ہدایت جاری کر دی گئی ہے کہ وہ شہریوں کی شکایات کا فوری ازالہ کریں اور رپورٹ پیش کریں ۔ [198, 386, 270, 402]
urdu-headline-col2 [122, 34, 194, 213]
urdu-para: جموں و کشمیر میں سرکاری اداروں نے عوامی خدمات کی فراہمی کو یقینی بنانے کے لیے نئے اقدامات کا اعلان کیا ہے ۔ حکام نے کہا کہ تمام متعلقہ محکموں کو ہدایت جاری کر دی گئی ہے کہ وہ شہریوں کی شکایات کا فوری ازالہ کریں اور رپورٹ پیش کریں ۔ [353, 120, 393, 148]
urdu-para: جموں و کشمیر میں سرکاری اداروں نے عوامی خدمات کی فراہمی کو یقینی بنانے کے لیے نئے اقدامات کا اعلان کیا ہے ۔ حکام نے کہا کہ تمام متعلقہ محکموں کو ہدایت جاری کر دی گئی ہے کہ وہ شہریوں کی شکایات کا فوری ازالہ کریں اور رپورٹ پیش کریں ۔ [275, 403, 332, 423]
cell-cost-doc: Rs. 500.00 (Fixed Amount) in the shape of challan through J&K Govt. Treasury indicating treasury Voucher No. & date and also indicating the name of work duly credited to MH-0059(PWD) Misc. Revenue and uploading a copy of treasury challan/receipt. [65, 855, 111, 892]
photo-2-caption: پٹیالہ : ترنگی ہتھوں سے جیو دا دارالیس کے قریب کھڑے لوگ ۔ [253, 1021, 342, 1025]
doda-enit: E-NIT No:-MHDD/TS/2025-26/86 DATED: 07.11.2025 Due on: 14.11.2025 [448, 197, 593, 202]
urdu-para: جموں و کشمیر میں سرکاری اداروں نے عوامی خدمات کی فراہمی کو یقینی بنانے کے لیے نئے اقدامات کا اعلان کیا ہے ۔ حکام نے کہا کہ تمام متعلقہ محکموں کو ہدایت جاری کر دی گئی ہے کہ وہ شہریوں کی شکایات کا فوری ازالہ کریں اور رپورٹ پیش کریں ۔ [198, 403, 270, 419]
urdu-para: جموں و کشمیر میں سرکاری اداروں نے عوامی خدمات کی فراہمی کو یقینی بنانے کے لیے نئے اقدامات کا اعلان کیا ہے ۔ حکام نے کہا کہ تمام متعلقہ محکموں کو ہدایت جاری کر دی گئی ہے کہ وہ شہریوں کی شکایات کا فوری ازالہ کریں اور رپورٹ پیش کریں ۔ [200, 709, 262, 729]
kish-aa: AA accorded by: - Chief Engineer Mechanical & Hospital Engg Department Jammu vide No 107 [12, 909, 152, 914]
donation-amount: 19,43,64,900.00 [9, 233, 51, 240]
cell-sno: 3. [406, 239, 418, 245]
urdu-para: جموں و کشمیر میں سرکاری اداروں نے عوامی خدمات کی فراہمی کو یقینی بنانے کے لیے نئے اقدامات کا اعلان کیا ہے ۔ حکام نے کہا کہ تمام متعلقہ محکموں کو ہدایت جاری کر دی گئی ہے کہ وہ شہریوں کی شکایات کا فوری ازالہ کریں اور رپورٹ پیش کریں ۔ [122, 420, 194, 436]
th-sno: S.NO [405, 798, 421, 801]
ashoka-emblem-icon: ⚜ [622, 167, 636, 185]
merit-list-table-a [404, 674, 637, 789]
headline-5: ووٹ چوری گری چھوڑ دو ۔۔ جموں کشمیر کانگریس کمیٹی [130, 301, 262, 325]
photo-caption-right: SHRI NARENDRA MODI [351, 611, 385, 616]
photo-1-caption: نئی دہلی میں چیف جسٹس سوریہ کانت کی حلف برداری تقریب کے موقع پر ۔ [240, 619, 352, 623]
urdu-para: جموں و کشمیر میں سرکاری اداروں نے عوامی خدمات کی فراہمی کو یقینی بنانے کے لیے نئے اقدامات کا اعلان کیا ہے ۔ حکام نے کہا کہ تمام متعلقہ محکموں کو ہدایت جاری کر دی گئی ہے کہ وہ شہریوں کی شکایات کا فوری ازالہ کریں اور رپورٹ پیش کریں ۔ [481, 95, 559, 111]
separator-dot-2 [111, 22, 114, 25]
gmc-subject: Merit cum Selection list of the students for admission in B.Sc. Allied and HealthCare (Paramedical) Courses for the session 2025-26 in Government Medical College Doda and selection there-of. [425, 540, 631, 551]
urdu-body-1 [122, 78, 194, 212]
urdu-para: جموں و کشمیر میں سرکاری اداروں نے عوامی خدمات کی فراہمی کو یقینی بنانے کے لیے نئے اقدامات کا اعلان کیا ہے ۔ حکام نے کہا کہ تمام متعلقہ محکموں کو ہدایت جاری کر دی گئی ہے کہ وہ شہریوں کی شکایات کا فوری ازالہ کریں اور رپورٹ پیش کریں ۔ [122, 111, 194, 127]
table-row [406, 251, 636, 257]
registration-mark-right: + [641, 519, 647, 529]
donation-row-total [8, 241, 116, 249]
ad-contact-1 [62, 105, 113, 114]
brand-english: HIND SAMACHAR [499, 19, 563, 26]
rally-photo [240, 918, 392, 1020]
urdu-body-b2 [265, 860, 326, 902]
doda-dip: DIP/J-7705/8.11.2025 [405, 359, 452, 365]
shaheed-fund-ad [8, 33, 116, 351]
urdu-para: جموں و کشمیر میں سرکاری اداروں نے عوامی خدمات کی فراہمی کو یقینی بنانے کے لیے نئے اقدامات کا اعلان کیا ہے ۔ حکام نے کہا کہ تمام متعلقہ محکموں کو ہدایت جاری کر دی گئی ہے کہ وہ شہریوں کی شکایات کا فوری ازالہ کریں اور رپورٹ پیش کریں ۔ [198, 420, 270, 436]
list-item: VIII. Migration / transfer in original, if any. [416, 633, 637, 638]
doda-sign-3: Doda [603, 363, 613, 368]
jk-govt-seal-icon [405, 164, 429, 188]
th-cost-doc: Cost of tender document [470, 274, 534, 280]
urdu-para: جموں و کشمیر میں سرکاری اداروں نے عوامی خدمات کی فراہمی کو یقینی بنانے کے لیے نئے اقدامات کا اعلان کیا ہے ۔ حکام نے کہا کہ تمام متعلقہ محکموں کو ہدایت جاری کر دی گئی ہے کہ وہ شہریوں کی شکایات کا فوری ازالہ کریں اور رپورٹ پیش کریں ۔ [200, 751, 262, 771]
urdu-para: جموں و کشمیر میں سرکاری اداروں نے عوامی خدمات کی فراہمی کو یقینی بنانے کے لیے نئے اقدامات کا اعلان کیا ہے ۔ حکام نے کہا کہ تمام متعلقہ محکموں کو ہدایت جاری کر دی گئی ہے کہ وہ شہریوں کی شکایات کا فوری ازالہ کریں اور رپورٹ پیش کریں ۔ [335, 466, 391, 486]
th-parentage: PARENTAGE [479, 675, 535, 678]
bank-note: پر واٹس ایپ کریں تاکہ آپ کا نام اخبار میں شائع کیا جا سکے۔ [21, 305, 113, 317]
ad-contact-2 [11, 114, 62, 123]
urdu-para: جموں و کشمیر میں سرکاری اداروں نے عوامی خدمات کی فراہمی کو یقینی بنانے کے لیے نئے اقدامات کا اعلان کیا ہے ۔ حکام نے کہا کہ تمام متعلقہ محکموں کو ہدایت جاری کر دی گئی ہے کہ وہ شہریوں کی شکایات کا فوری ازالہ کریں اور رپورٹ پیش کریں ۔ [199, 133, 270, 149]
cell-sno: 2. [13, 802, 22, 808]
supreme-court-photo [200, 529, 394, 619]
cell-date: 07-11-2025 [521, 227, 579, 233]
kish-email[interactable]: xen-mhddoda@jk.gov.in [80, 745, 123, 751]
urdu-para: جموں و کشمیر میں سرکاری اداروں نے عوامی خدمات کی فراہمی کو یقینی بنانے کے لیے نئے اقدامات کا اعلان کیا ہے ۔ حکام نے کہا کہ تمام متعلقہ محکموں کو ہدایت جاری کر دی گئی ہے کہ وہ شہریوں کی شکایات کا فوری ازالہ کریں اور رپورٹ پیش کریں ۔ [200, 668, 262, 688]
fund-date: 09.11.2025 [8, 33, 116, 41]
th-est-cost: Estimated Cost [112, 844, 133, 854]
kish-download-note: All other details/eligibility criteria and terms and conditions can be downloaded from the website www.jktenders.gov.in and Queries if any may be made by email at xen-mhddoda@jk.gov.in [12, 830, 191, 840]
donation-label: ردملہ عیدات [93, 168, 115, 174]
gmc-para-2: The candidates in Annexure B are hereby informed to report in Government Medical College, Doda Ghat for admission along with the below mentioned documents in original and two sets of photocopies of all the relevant documents with effect from 08.11.2025 to 10.11.2025 during official working hours. [404, 588, 637, 598]
sheep-subject: Fodder Production from Non Forest Waste Land/Acreage Land/Non-Arable Land under National Livestock Mission (NLM) 2025-26. [12, 547, 187, 556]
list-item: ➢ Must be a bonafide resident of District Rajouri. [23, 589, 191, 594]
th-description: Description of work [27, 844, 64, 854]
urdu-para: جموں و کشمیر میں سرکاری اداروں نے عوامی خدمات کی فراہمی کو یقینی بنانے کے لیے نئے اقدامات کا اعلان کیا ہے ۔ حکام نے کہا کہ تمام متعلقہ محکموں کو ہدایت جاری کر دی گئی ہے کہ وہ شہریوں کی شکایات کا فوری ازالہ کریں اور رپورٹ پیش کریں ۔ [276, 135, 347, 151]
donation-label: آج کا میزان [96, 184, 115, 190]
